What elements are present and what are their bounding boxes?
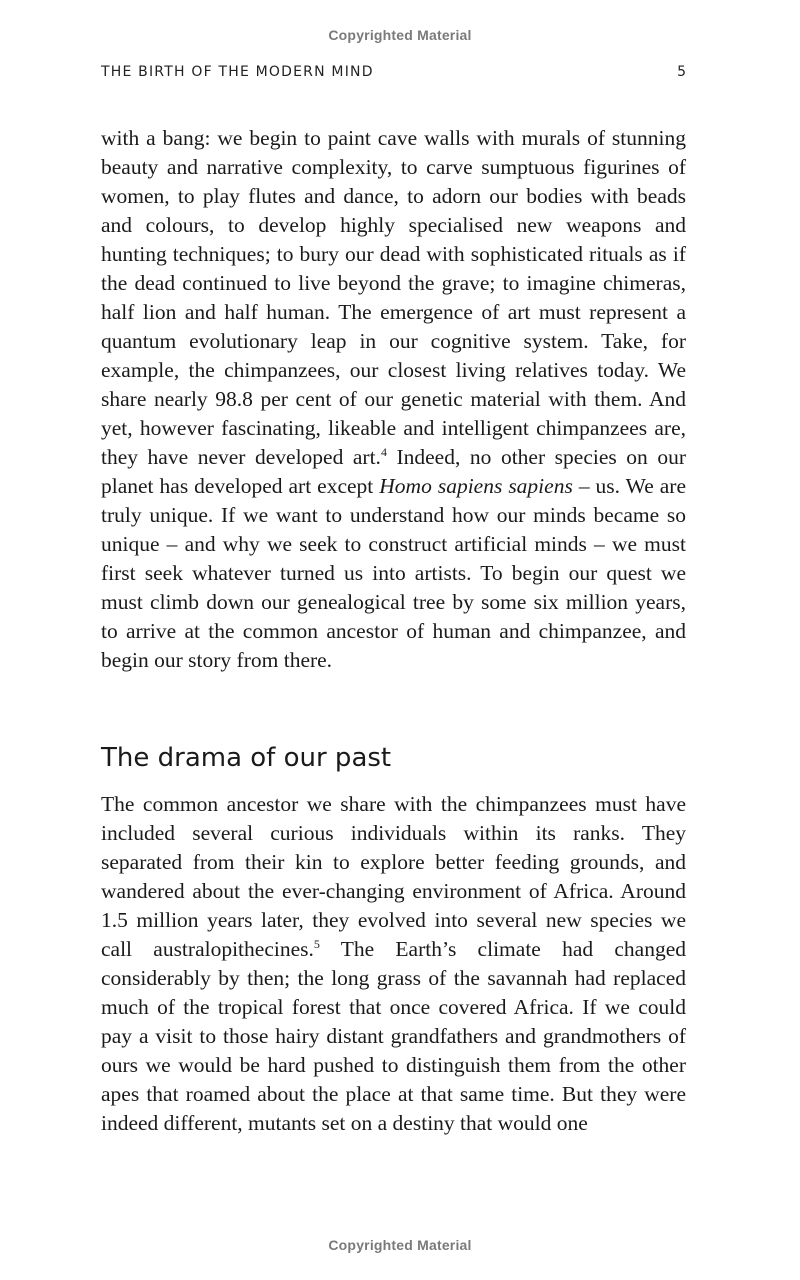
copyright-watermark-bottom: Copyrighted Material [328, 1237, 472, 1253]
paragraph-text: The Earth’s climate had changed considerably by then; the long grass of the savannah had replaced much of the tropical forest that once covered Africa. If we could pay a visit to those hairy distant grandfathers and grandmothers of ours we would be hard pushed to distinguish them from the other apes that roamed about the place at that same time. But they were indeed different, mutants set on a destiny that would one [101, 937, 686, 1135]
body-paragraph-2 [101, 790, 686, 1138]
footnote-marker: 5 [313, 936, 320, 951]
running-head-title: THE BIRTH OF THE MODERN MIND [101, 64, 374, 80]
copyright-watermark-top: Copyrighted Material [328, 27, 472, 43]
footnote-marker: 4 [380, 444, 387, 459]
paragraph-text: with a bang: we begin to paint cave walls with murals of stunning beauty and narrative complexity, to carve sumptuous figurines of women, to play flutes and dance, to adorn our bodies with beads and colours, to develop highly specialised new weapons and hunting techniques; to bury our dead with sophisticated rituals as if the dead continued to live beyond the grave; to imagine chimeras, half lion and half human. The emergence of art must represent a quantum evolutionary leap in our cognitive system. Take, for example, the chimpanzees, our closest living relatives today. We share nearly 98.8 per cent of our genetic material with them. And yet, however fascinating, likeable and intelligent chimpanzees are, they have never developed art. [101, 126, 686, 469]
paragraph-text: Indeed, no other species on our planet has developed art except [101, 445, 687, 498]
paragraph-text: The common ancestor we share with the chimpanzees must have included several curious individuals within its ranks. They separated from their kin to explore better feeding grounds, and wandered about the ever-changing environment of Africa. Around 1.5 million years later, they evolved into several new species we call australopithecines. [101, 792, 686, 961]
species-name-italic: Homo sapiens sapiens [379, 474, 573, 498]
body-paragraph-1 [101, 124, 686, 675]
paragraph-text: – us. We are truly unique. If we want to understand how our minds became so unique – and why we seek to construct artificial minds – we must first seek whatever turned us into artists. To begin our quest we must climb down our genealogical tree by some six million years, to arrive at the common ancestor of human and chimpanzee, and begin our story from there. [101, 474, 687, 672]
page-number: 5 [677, 64, 686, 80]
section-heading: The drama of our past [101, 743, 392, 773]
running-head [101, 64, 686, 80]
